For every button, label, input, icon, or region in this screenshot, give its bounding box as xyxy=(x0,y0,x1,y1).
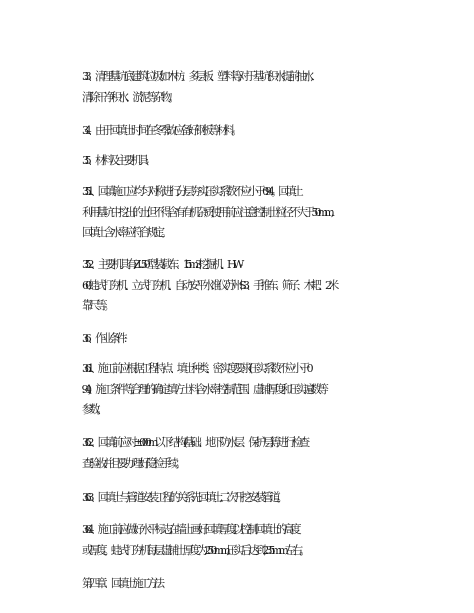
text-line: 参数。 xyxy=(82,403,104,416)
paragraph-3-5-1 xyxy=(82,182,472,244)
text-line: 3.6.2、回填前应对±0.00m以下结构(基础、地下防水层、保护层)等进行检查 xyxy=(82,436,307,449)
text-line: 3.6.4、施工前,应做好水平标志,在墙上画好回填厚度,以控制回填土的高度 xyxy=(82,523,298,536)
text-line: 利用基坑中挖出的土,但不得含有有机杂质;使用前应注意控制土粒径不大于50mm, xyxy=(82,205,331,219)
paragraph-3-6-2 xyxy=(82,433,472,474)
text-line: 3.4、由于回填土时间在冬季,故应备好钢板等材料。 xyxy=(82,124,239,137)
text-line: 3.5.2、主要机具有:ZL50型装载车、1.5m3挖掘机、HW- xyxy=(82,258,240,271)
paragraph-3-6-1 xyxy=(82,359,472,421)
paragraph-3-3 xyxy=(82,67,472,108)
text-line: 第四章、回填土施工方法 xyxy=(82,577,162,590)
text-line: 3.6.1、施工前应根据工程特点、填土种类、密实度要求(压实系数不应小于0 xyxy=(82,362,310,375)
paragraph-3-5 xyxy=(82,151,472,172)
paragraph-3-5-2 xyxy=(82,255,472,317)
text-line: .94)、施工条件等,合理的确定填方土料含水率控制范围、虚铺厚度和压实遍数等 xyxy=(82,382,325,396)
text-line: 或厚度。蛙式打夯机每层虚铺土厚度为250mm,压实后达到235mm左右。 xyxy=(82,543,307,557)
paragraph-3-4 xyxy=(82,121,472,142)
text-line: 3.3、清理基坑底建筑垃圾如木枋、多层板、塑料等;对于基坑积水提前抽水, xyxy=(82,70,310,83)
paragraph-3-6-3 xyxy=(82,488,472,509)
text-line: 3.6、作业条件: xyxy=(82,332,124,345)
text-line: 清除干净积水、淤泥等杂物。 xyxy=(82,90,176,104)
text-line: 3.5.1、回填施工应均匀对称进行,分层夯实,压实系数不应小于0.94。回填土 xyxy=(82,185,300,198)
text-line: 3.6.3、回填土与管道安装工程的关系:先回填土,二次开挖安装管道。 xyxy=(82,491,284,504)
paragraph-3-6 xyxy=(82,329,472,350)
text-line: 查验收,并且要办理好隐检手续。 xyxy=(82,456,183,470)
paragraph-3-6-4 xyxy=(82,520,472,561)
text-line: 60蛙式打夯机、立式打夯机、自动安平水准仪苏州S3、手推车、筛子、木耙、2米 xyxy=(82,278,336,292)
text-line: 回填土含水率应符合规定。 xyxy=(82,226,169,239)
text-line: 3.5、材料及主要机具: xyxy=(82,154,146,167)
text-line: 靠尺等。 xyxy=(82,299,111,312)
chapter-4-heading xyxy=(82,574,472,595)
